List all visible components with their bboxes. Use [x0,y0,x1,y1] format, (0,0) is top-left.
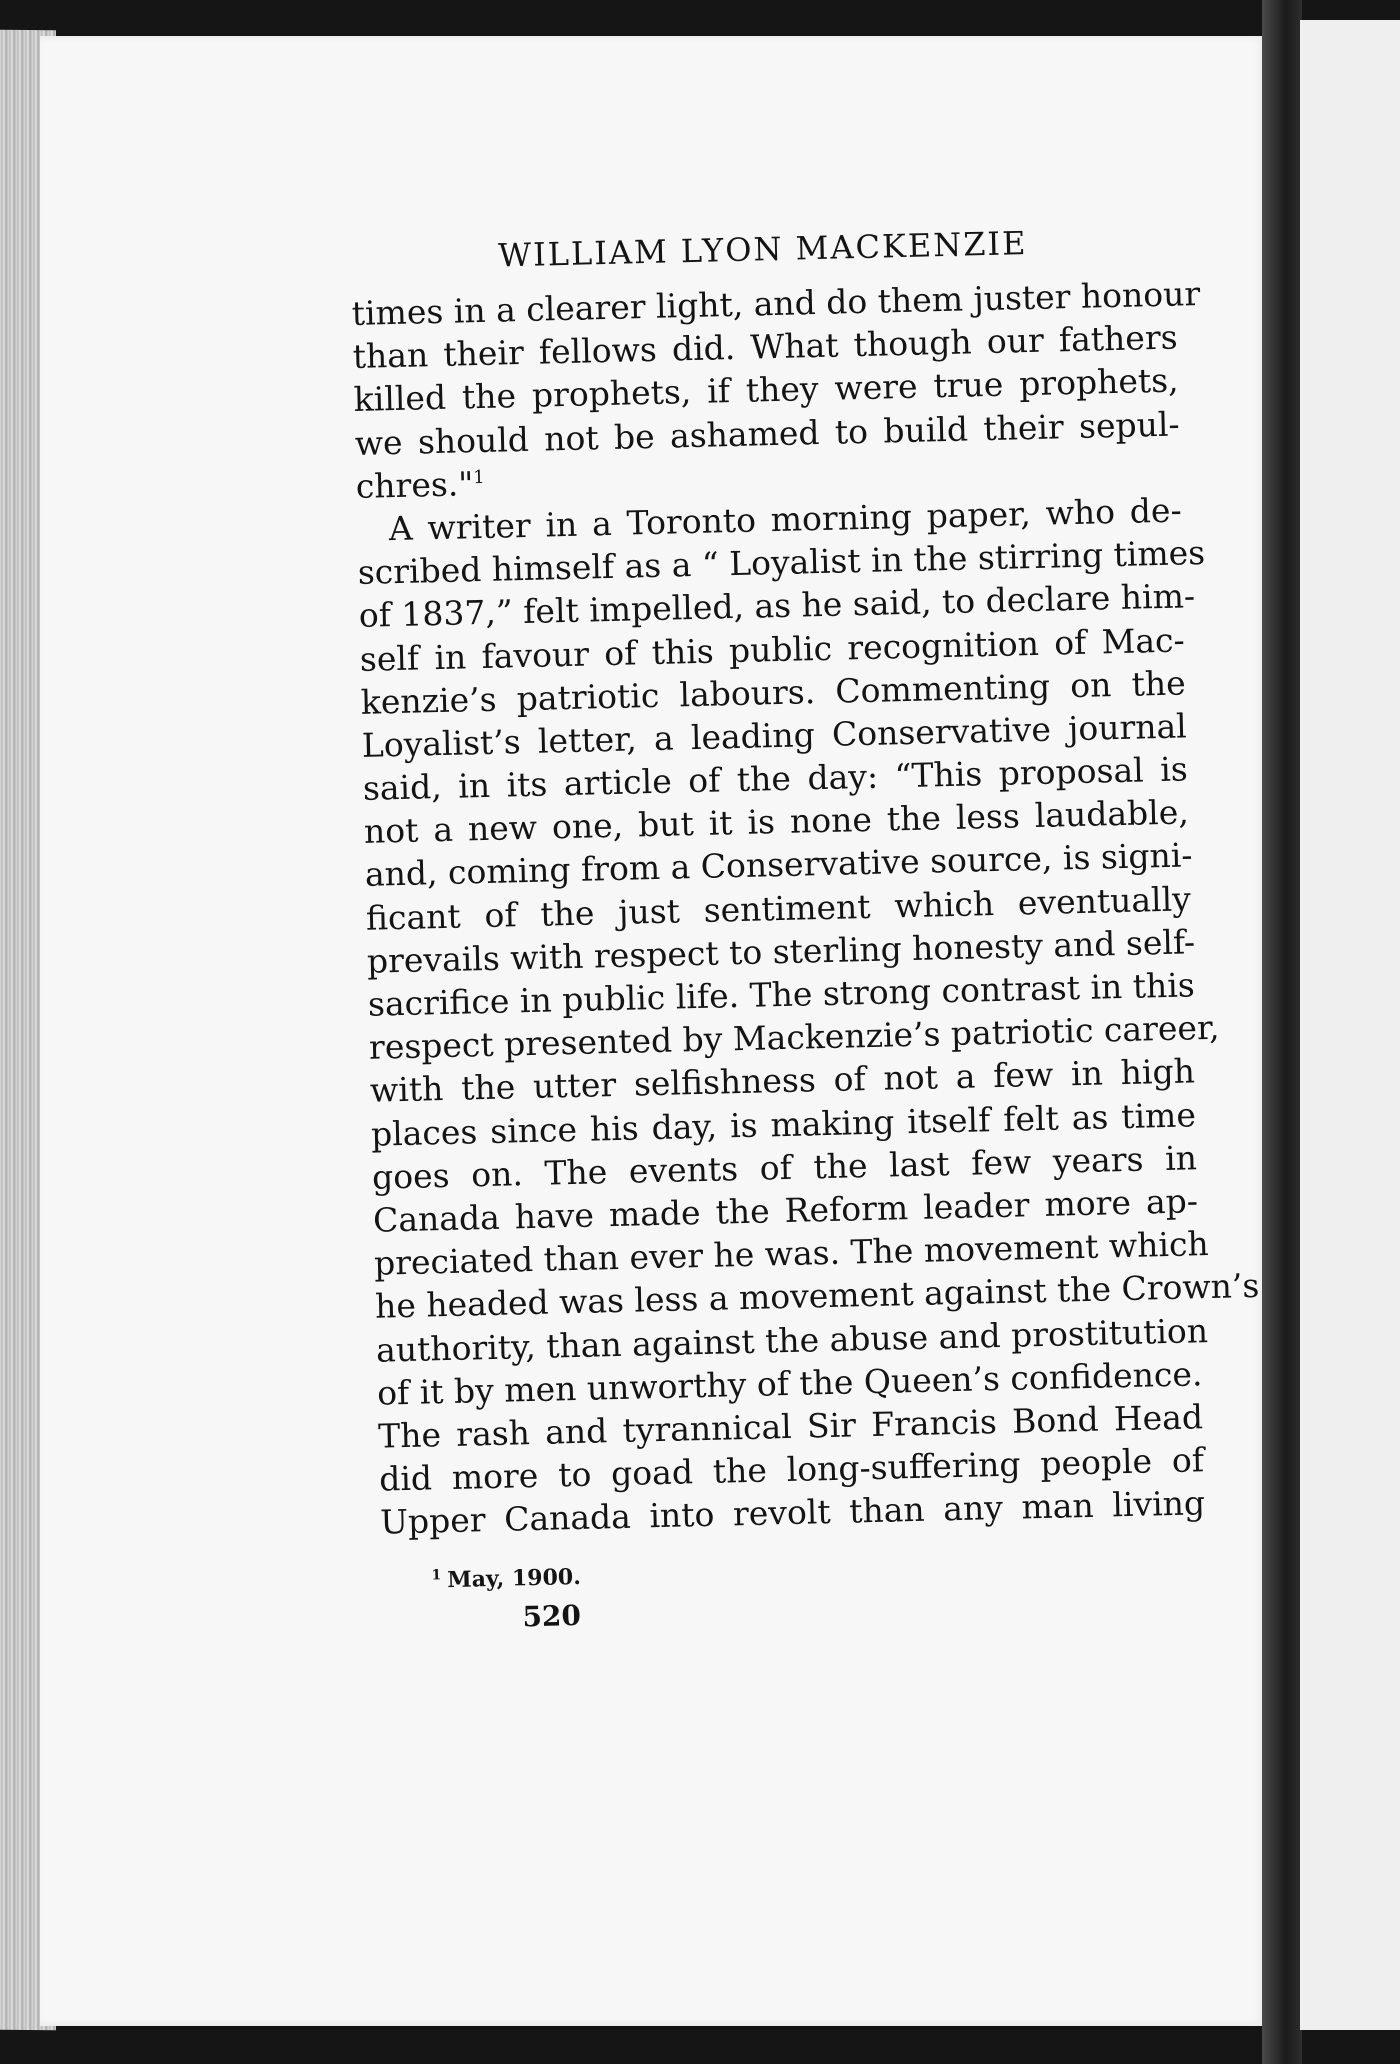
text-line-content: preciated than ever he was. The movement which [373,1224,1210,1283]
text-line-content: with the utter selfishness of not a few in high [369,1051,1196,1111]
running-head: WILLIAM LYON MACKENZIE [497,224,1028,275]
text-line-content: and, coming from a Conservative source, is signi- [364,835,1193,895]
text-line-content: authority, than against the abuse and prostitution [375,1310,1209,1370]
text-line-content: we should not be ashamed to build their sepul- [354,404,1181,463]
text-line-content: A writer in a Toronto morning paper, who de- [388,490,1183,549]
text-line-content: chres." [355,463,474,506]
page-number: 520 [522,1599,582,1634]
footnote-mark: 1 [431,1567,442,1584]
text-line-content: times in a clearer light, and do them juster honour [351,273,1201,333]
text-line-content: respect presented by Mackenzie’s patriotic career, [368,1007,1220,1067]
text-line-content: Loyalist’s letter, a leading Conservative journal [361,706,1188,765]
facing-page-edge [1300,20,1400,2030]
text-line-content: sacrifice in public life. The strong contrast in this [367,965,1196,1024]
text-line-content: did more to goad the long-suffering people of [378,1440,1205,1499]
book-gutter [1262,0,1302,2064]
footnote-reference: 1 [473,466,485,488]
text-line-content: of 1837,” felt impelled, as he said, to declare him- [358,576,1196,636]
text-line-content: Canada have made the Reform leader more ap- [372,1181,1199,1240]
text-block [350,221,1260,1641]
text-line-content: he headed was less a movement against the Crown’s [374,1266,1260,1327]
footnote-text: May, 1900. [447,1564,582,1594]
text-line-content: not a new one, but it is none the less laudable, [363,792,1190,852]
text-line-content: The rash and tyrannical Sir Francis Bond Head [377,1397,1204,1456]
text-line-content: said, in its article of the day: “This proposal is [362,749,1189,808]
text-line-content: kenzie’s patriotic labours. Commenting on the [360,663,1187,722]
text-line-content: prevails with respect to sterling honesty and self- [366,922,1196,981]
text-line-content: ficant of the just sentiment which eventually [365,879,1192,938]
text-line-content: scribed himself as a “ Loyalist in the stirring times [357,533,1206,593]
text-line-content: self in favour of this public recognition of Mac- [359,619,1186,679]
text-line-content: places since his day, is making itself felt as time [370,1094,1197,1154]
text-line-content: than their fellows did. What though our fathers [352,317,1178,377]
body-text [351,273,1260,1545]
text-line-content: Upper Canada into revolt than any man living [379,1483,1206,1542]
text-line-content: killed the prophets, if they were true prophets, [353,360,1179,420]
text-line-content: goes on. The events of the last few years in [371,1138,1198,1197]
text-line-content: of it by men unworthy of the Queen’s confidence. [376,1353,1203,1413]
